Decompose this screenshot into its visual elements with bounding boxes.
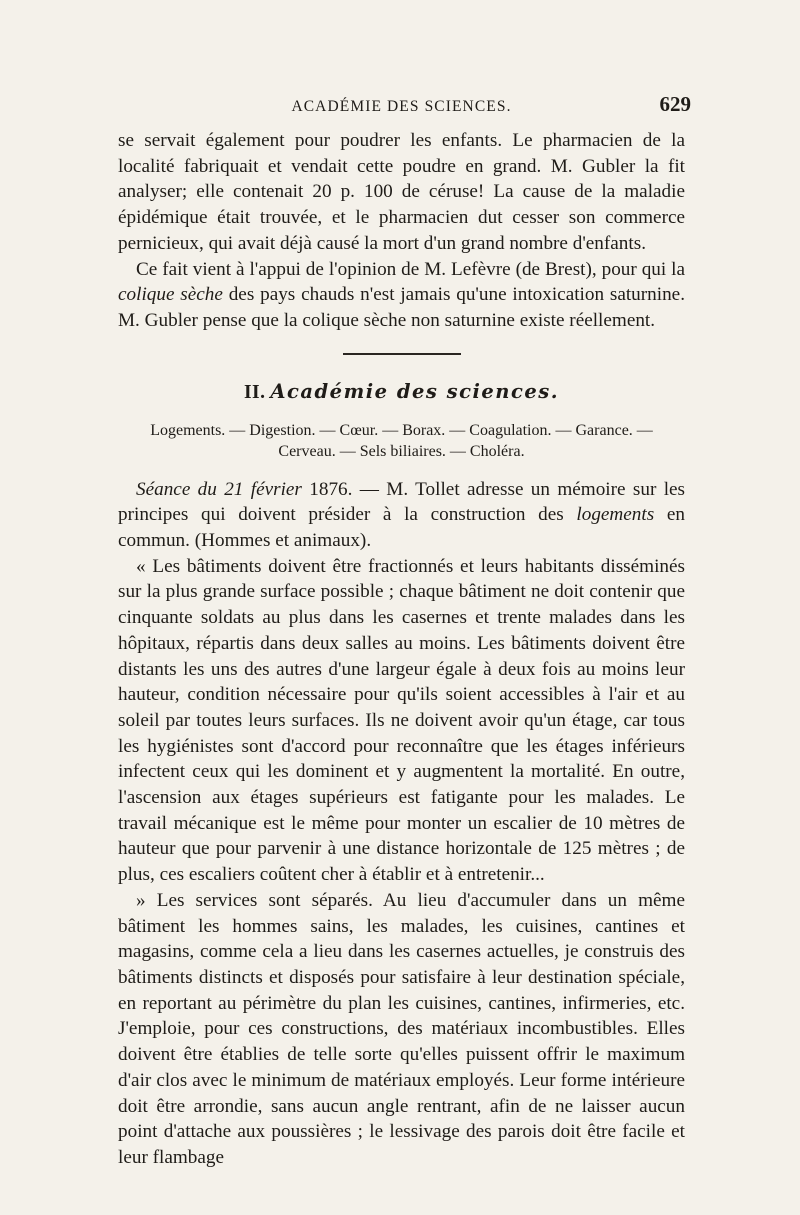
seance-italic-word: logements bbox=[576, 504, 655, 526]
section-divider bbox=[343, 353, 461, 355]
para2-after: des pays chauds n'est jamais qu'une intoxication saturnine. M. Gubler pense que la colique sèche non saturnine existe réellement. bbox=[118, 284, 685, 331]
page-header bbox=[118, 92, 691, 122]
paragraph-quote-2: » Les services sont séparés. Au lieu d'accumuler dans un même bâtiment les hommes sains, les malades, les cuisines, cantines et magasins, comme cela a lieu dans les casernes actuelles, je construis des bâtiments distincts et disposés pour satisfaire à leur destination spéciale, en reportant au périmètre du plan les cuisines, cantines, infirmeries, etc. J'emploie, pour ces constructions, des matériaux incombustibles. Elles doivent être établies de telle sorte qu'elles puissent offrir le maximum d'air clos avec le minimum de matériaux employés. Leur forme intérieure doit être arrondie, sans aucun angle rentrant, afin de ne laisser aucun point d'attache aux poussières ; le lessivage des parois doit être facile et leur flambage bbox=[118, 889, 685, 1168]
section-number: II. bbox=[243, 381, 266, 403]
paragraph-quote-1: « Les bâtiments doivent être fractionnés et leurs habitants disséminés sur la plus grande surface possible ; chaque bâtiment ne doit contenir que cinquante soldats au plus dans les casernes et trente malades dans les hôpitaux, répartis dans deux salles au moins. Les bâtiments doivent être distants les uns des autres d'une largeur égale à deux fois au moins leur hauteur, condition nécessaire pour qu'ils soient accessibles à l'air et au soleil par toutes leurs surfaces. Ils ne doivent avoir qu'un étage, car tous les hygiénistes sont d'accord pour reconnaître que les étages inférieurs infectent ceux qui les dominent et y augmentent la mortalité. En outre, l'ascension aux étages supérieurs est fatigante pour les malades. Le travail mécanique est le même pour monter un escalier de 10 mètres de hauteur que pour parvenir à une distance horizontale de 125 mètres ; de plus, ces escaliers coûtent cher à établir et à entretenir... bbox=[118, 555, 685, 886]
para2-before: Ce fait vient à l'appui de l'opinion de M. Lefèvre (de Brest), pour qui la bbox=[136, 258, 685, 280]
seance-date: Séance du 21 février bbox=[136, 478, 302, 500]
keywords-line-1: Logements. — Digestion. — Cœur. — Borax. — Coagulation. — Garance. — bbox=[150, 421, 653, 439]
paragraph-continuation: se servait également pour poudrer les enfants. Le pharmacien de la localité fabriquait et vendait cette poudre en grand. M. Gubler la fit analyser; elle contenait 20 p. 100 de céruse! La cause de la maladie épidémique était trouvée, et le pharmacien dut cesser son commerce pernicieux, qui avait déjà causé la mort d'un grand nombre d'enfants. bbox=[118, 130, 685, 254]
keywords-line-2: Cerveau. — Sels biliaires. — Choléra. bbox=[278, 443, 525, 461]
paragraph-seance bbox=[118, 477, 685, 554]
seance-after: en commun. (Hommes et animaux). bbox=[118, 504, 685, 552]
section-keywords bbox=[118, 420, 685, 463]
page-number: 629 bbox=[659, 92, 691, 116]
running-title: ACADÉMIE DES SCIENCES. bbox=[291, 98, 512, 115]
section-title: Académie des sciences. bbox=[270, 379, 560, 403]
body-text bbox=[118, 128, 685, 1171]
para2-italic: colique sèche bbox=[118, 284, 223, 306]
section-heading bbox=[118, 379, 685, 406]
paragraph-lefevre bbox=[118, 257, 685, 334]
seance-text: 1876. — M. Tollet adresse un mémoire sur les principes qui doivent présider à la construction des bbox=[118, 478, 686, 526]
